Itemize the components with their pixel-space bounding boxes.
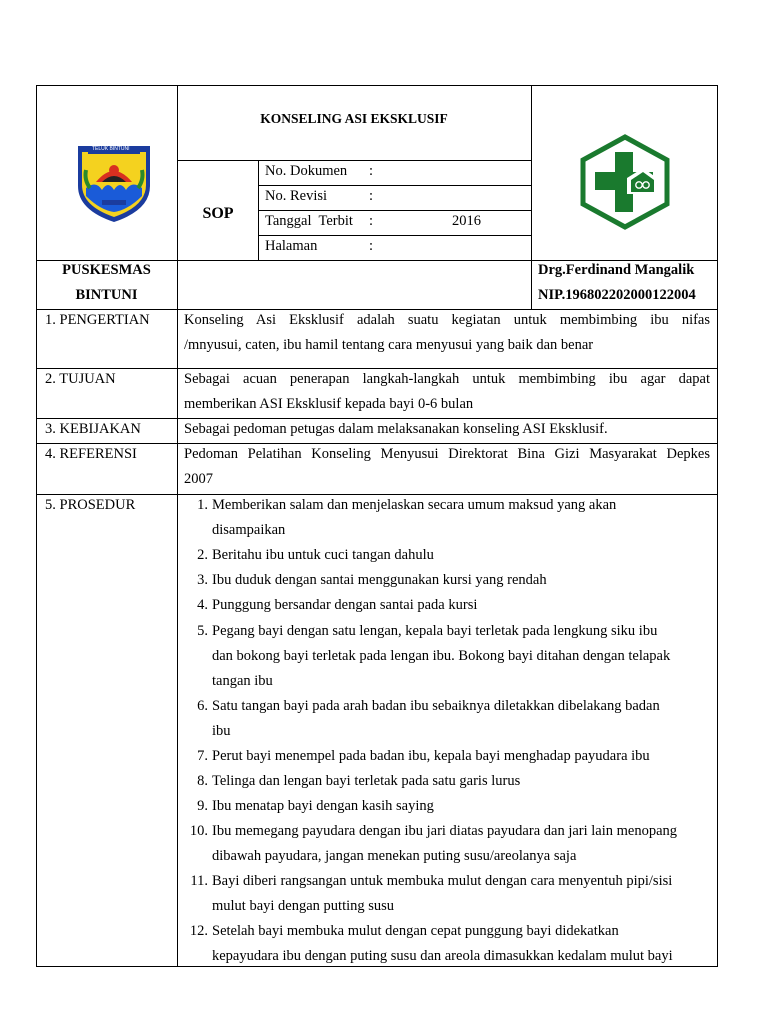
kebijakan-line: Sebagai pedoman petugas dalam melaksanakan konseling ASI Eksklusif. [184,421,608,437]
doc-field-label: Tanggal Terbit [265,213,353,229]
logo-caption: TELUK BINTUNI [92,146,130,152]
step-number: 12. [189,923,208,939]
column-divider-right [531,85,532,309]
puskesmas-logo-icon [579,134,671,230]
sop-label: SOP [202,205,234,222]
section-label-tujuan: 2. TUJUAN [45,371,116,387]
step-number: 1. [197,497,208,513]
section-label-kebijakan: 3. KEBIJAKAN [45,421,141,437]
teluk-bintuni-logo-icon [72,140,156,224]
title-bottom-line [177,160,531,161]
step-line: Telinga dan lengan bayi terletak pada satu garis lurus [212,773,521,789]
step-line: Pegang bayi dengan satu lengan, kepala bayi terletak pada lengkung siku ibu [212,623,658,639]
step-line: Ibu menatap bayi dengan kasih saying [212,798,434,814]
document-title: KONSELING ASI EKSKLUSIF [260,111,448,126]
table-border-left [36,85,37,967]
step-line: Setelah bayi membuka mulut dengan cepat punggung bayi didekatkan [212,923,619,939]
step-line: Beritahu ibu untuk cuci tangan dahulu [212,547,434,563]
doc-field-label: No. Dokumen [265,163,348,179]
doc-field-label: Halaman [265,238,318,254]
step-line: tangan ibu [212,673,273,689]
tujuan-line: memberikan ASI Eksklusif kepada bayi 0-6 bulan [184,396,474,412]
step-number: 6. [197,698,208,714]
step-line: Ibu duduk dengan santai menggunakan kursi yang rendah [212,572,547,588]
referensi-line: Pedoman Pelatihan Konseling Menyusui Direktorat Bina Gizi Masyarakat Depkes [184,446,710,462]
step-number: 5. [197,623,208,639]
step-number: 9. [197,798,208,814]
doc-field-sep: : [369,188,374,204]
tujuan-line: Sebagai acuan penerapan langkah-langkah untuk membimbing ibu agar dapat [184,371,710,387]
step-line: dibawah payudara, jangan menekan puting susu/areolanya saja [212,848,577,864]
section-label-pengertian: 1. PENGERTIAN [45,312,150,328]
referensi-line: 2007 [184,471,213,487]
doc-field-value: 2016 [452,213,481,229]
step-line: Satu tangan bayi pada arah badan ibu sebaiknya diletakkan dibelakang badan [212,698,660,714]
doc-field-sep: : [369,238,374,254]
signer-nip: NIP.196802202000122004 [538,287,696,303]
step-number: 7. [197,748,208,764]
sop-divider [258,161,259,261]
step-line: Memberikan salam dan menjelaskan secara umum maksud yang akan [212,497,617,513]
institution-line-2: BINTUNI [75,287,138,303]
step-number: 2. [197,547,208,563]
pengertian-line: Konseling Asi Eksklusif adalah suatu kegiatan untuk membimbing ibu nifas [184,312,710,328]
step-line: Ibu memegang payudara dengan ibu jari diatas payudara dan jari lain menopang [212,823,678,839]
step-line: mulut bayi dengan putting susu [212,898,395,914]
pengertian-line: /mnyusui, caten, ibu hamil tentang cara menyusui yang baik dan benar [184,337,594,353]
step-line: Punggung bersandar dengan santai pada kursi [212,597,478,613]
step-line: disampaikan [212,522,286,538]
step-number: 4. [197,597,208,613]
signer-name: Drg.Ferdinand Mangalik [538,262,695,278]
step-line: ibu [212,723,231,739]
table-border-top [36,85,718,86]
step-number: 11. [190,873,208,889]
step-number: 10. [189,823,208,839]
step-number: 8. [197,773,208,789]
table-border-right [717,85,718,967]
step-line: kepayudara ibu dengan puting susu dan areola dimasukkan kedalam mulut bayi [212,948,673,964]
step-line: dan bokong bayi terletak pada lengan ibu. Bokong bayi ditahan dengan telapak [212,648,671,664]
step-line: Perut bayi menempel pada badan ibu, kepala bayi menghadap payudara ibu [212,748,650,764]
doc-field-sep: : [369,163,374,179]
step-line: Bayi diberi rangsangan untuk membuka mulut dengan cara menyentuh pipi/sisi [212,873,673,889]
section-label-referensi: 4. REFERENSI [45,446,137,462]
doc-field-label: No. Revisi [265,188,328,204]
step-number: 3. [197,572,208,588]
institution-line-1: PUSKESMAS [62,262,151,278]
doc-field-sep: : [369,213,374,229]
section-label-prosedur: 5. PROSEDUR [45,497,136,513]
